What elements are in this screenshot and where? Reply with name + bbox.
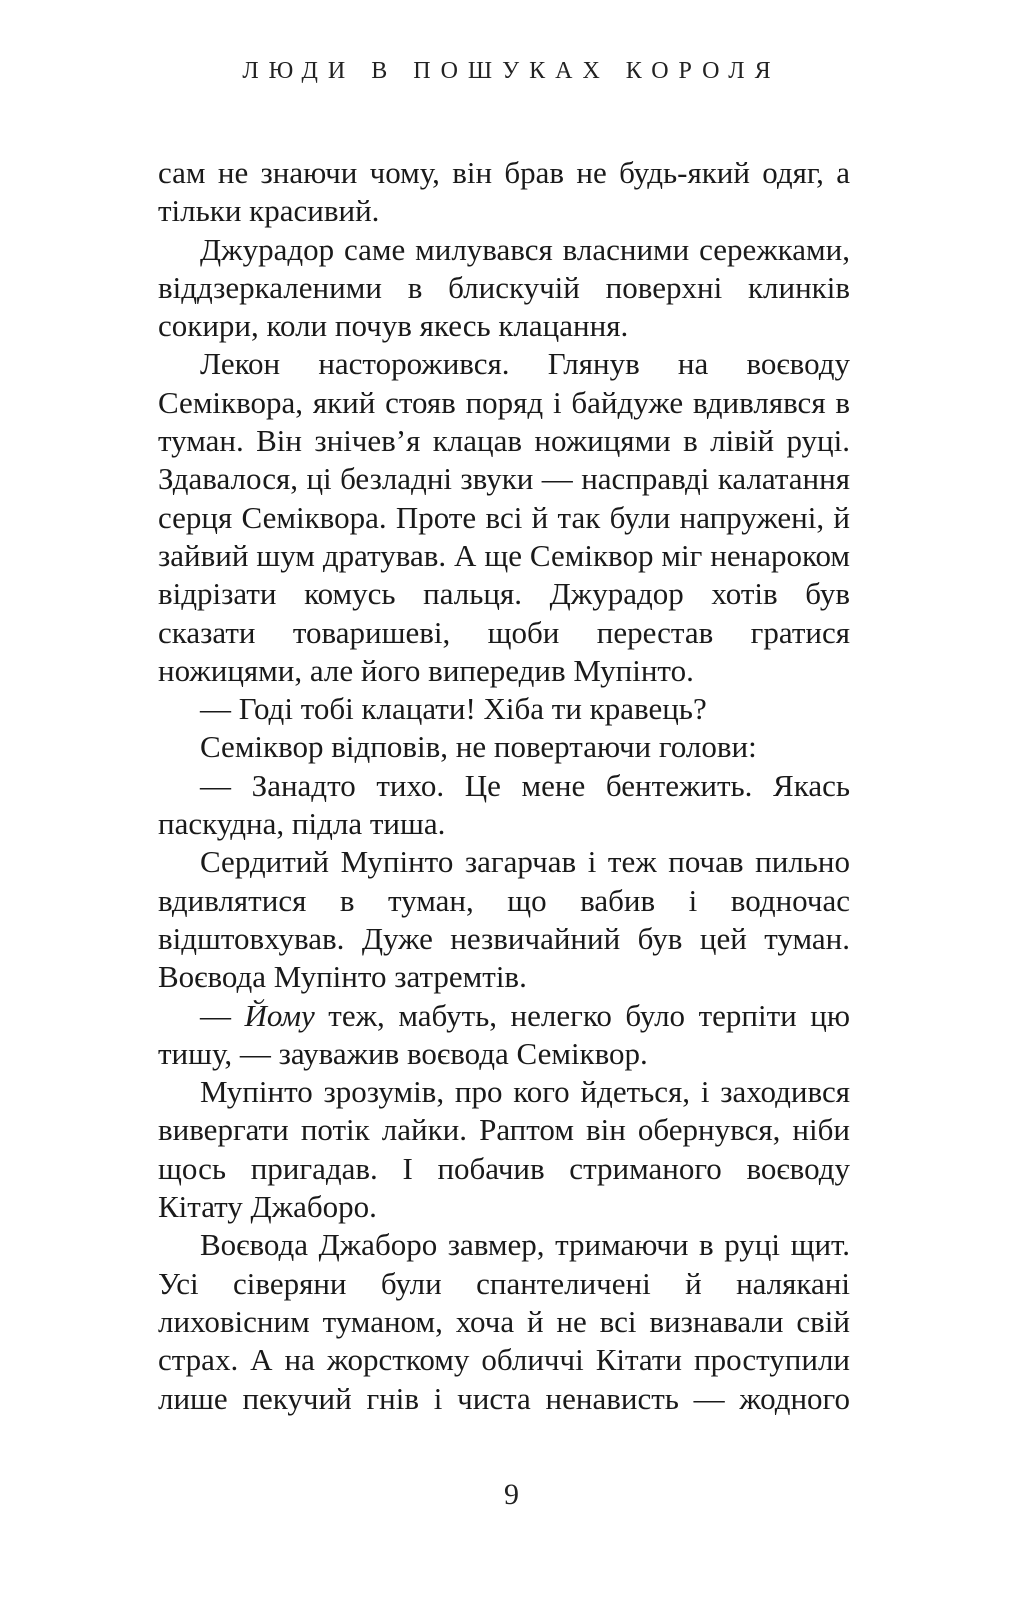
paragraph: Семіквор відповів, не повертаючи голови:	[200, 729, 757, 765]
paragraph: Сердитий Мупінто загарчав і теж почав пильно вдивлятися в туман, що вабив і водночас відштовхував. Дуже незвичайний був цей туман. Воєвода Мупінто затремтів.	[158, 844, 850, 995]
paragraph: сам не знаючи чому, він брав не будь-який одяг, а тільки красивий.	[158, 155, 850, 229]
page-number: 9	[504, 1478, 519, 1511]
paragraph: Мупінто зрозумів, про кого йдеться, і заходився вивергати потік лайки. Раптом він обернувся, ніби щось пригадав. І побачив стриманого воєводу Кітату Джаборо.	[158, 1074, 850, 1225]
dialogue-line	[158, 997, 850, 1074]
running-head: ЛЮДИ В ПОШУКАХ КОРОЛЯ	[242, 58, 781, 84]
dialogue-dash: —	[200, 997, 245, 1033]
paragraph: Воєвода Джаборо завмер, тримаючи в руці щит. Усі сіверяни були спантеличені й налякані лиховісним туманом, хоча й не всі визнавали свій страх. А на жорсткому обличчі Кітати проступили лише пекучий гнів і чиста ненависть — жодного	[158, 1227, 850, 1416]
body-text	[158, 154, 850, 1418]
dialogue-line: — Годі тобі клацати! Хіба ти кравець?	[200, 691, 707, 727]
paragraph: Лекон насторожився. Глянув на воєводу Семіквора, який стояв поряд і байдуже вдивлявся в туман. Він знічев’я клацав ножицями в лівій руці. Здавалося, ці безладні звуки — насправді калатання серця Семіквора. Проте всі й так були напружені, й зайвий шум дратував. А ще Семіквор міг ненароком відрізати комусь пальця. Джурадор хотів був сказати товаришеві, щоби перестав гратися ножицями, але його випередив Мупінто.	[158, 346, 850, 688]
dialogue-rest: теж, мабуть, нелегко було терпіти цю тишу, — зауважив воєвода Семіквор.	[158, 997, 850, 1071]
paragraph: Джурадор саме милувався власними сережками, віддзеркаленими в блискучій поверхні клинків сокири, коли почув якесь клацання.	[158, 231, 850, 344]
emphasized-word: Йому	[244, 997, 315, 1033]
dialogue-line: — Занадто тихо. Це мене бентежить. Якась паскудна, підла тиша.	[158, 767, 850, 842]
